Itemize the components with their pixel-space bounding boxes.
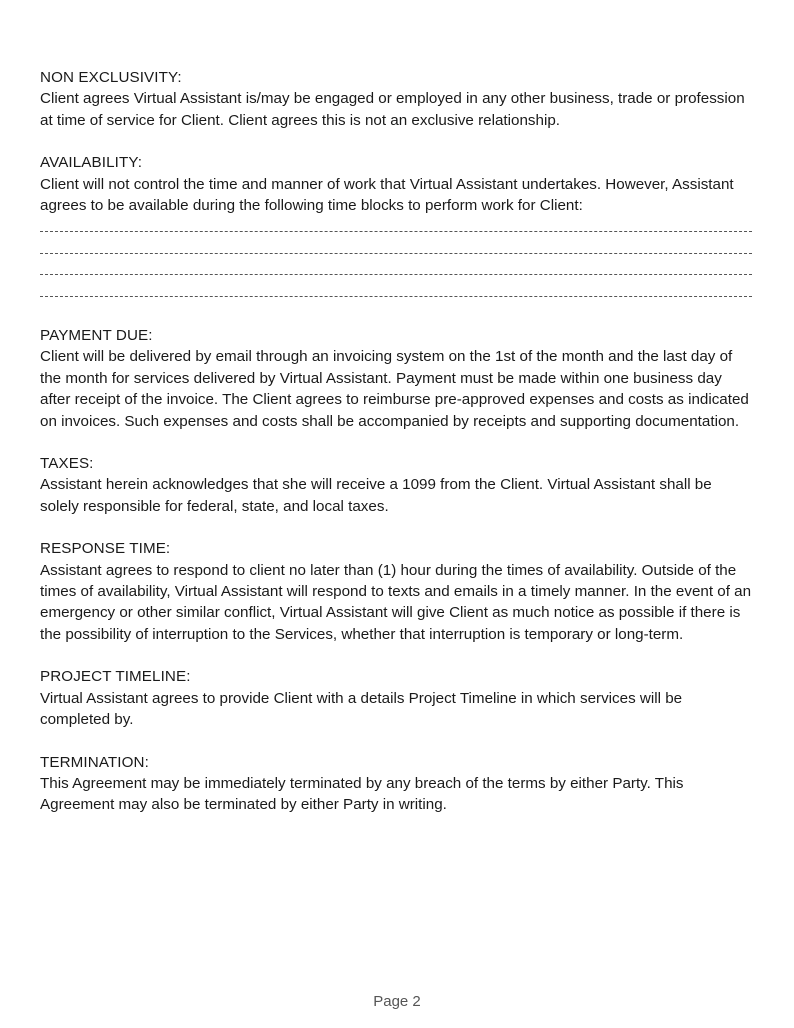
section-body: Client will not control the time and manner of work that Virtual Assistant undertakes. However, Assistant agrees to be available during the following time blocks to perform work for Client: [40, 175, 734, 215]
section-heading: TAXES: [40, 455, 94, 473]
section-taxes [40, 453, 752, 517]
section-heading: TERMINATION: [40, 753, 149, 771]
section-project-timeline [40, 666, 752, 730]
document-page [40, 67, 752, 837]
section-heading: PROJECT TIMELINE: [40, 668, 191, 686]
section-body: This Agreement may be immediately terminated by any breach of the terms by either Party. This Agreement may also be terminated by either Party in writing. [40, 774, 684, 814]
section-heading: AVAILABILITY: [40, 154, 143, 172]
section-heading: RESPONSE TIME: [40, 540, 171, 558]
section-heading: PAYMENT DUE: [40, 327, 153, 344]
section-non-exclusivity [40, 67, 752, 131]
availability-blank-lines [40, 218, 752, 304]
section-heading: NON EXCLUSIVITY: [40, 69, 182, 86]
fill-in-line[interactable] [40, 240, 752, 261]
fill-in-line[interactable] [40, 283, 752, 304]
section-body: Client will be delivered by email through an invoicing system on the 1st of the month and the last day of the month for services delivered by Virtual Assistant. Payment must be made within one business day after receipt of the invoice. The Client agrees to reimburse pre-approved expenses and costs as indicated on invoices. Such expenses and costs shall be accompanied by receipts and supporting documentation. [40, 348, 749, 430]
section-response-time [40, 538, 752, 645]
section-body: Assistant agrees to respond to client no later than (1) hour during the times of availability. Outside of the times of availability, Virtual Assistant will respond to texts and emails in a timely manner. In the event of an emergency or other similar conflict, Virtual Assistant will give Client as much notice as possible if there is the possibility of interruption to the Services, whether that interruption is temporary or long-term. [40, 561, 752, 643]
fill-in-line[interactable] [40, 261, 752, 282]
section-body: Assistant herein acknowledges that she will receive a 1099 from the Client. Virtual Assistant shall be solely responsible for federal, state, and local taxes. [40, 476, 712, 515]
section-body: Virtual Assistant agrees to provide Client with a details Project Timeline in which services will be completed by. [40, 689, 683, 729]
section-payment-due [40, 325, 752, 432]
section-termination [40, 752, 752, 816]
section-body: Client agrees Virtual Assistant is/may be engaged or employed in any other business, trade or profession at time of service for Client. Client agrees this is not an exclusive relationship. [40, 90, 745, 129]
section-availability [40, 152, 752, 304]
page-number: Page 2 [373, 993, 421, 1010]
fill-in-line[interactable] [40, 218, 752, 239]
